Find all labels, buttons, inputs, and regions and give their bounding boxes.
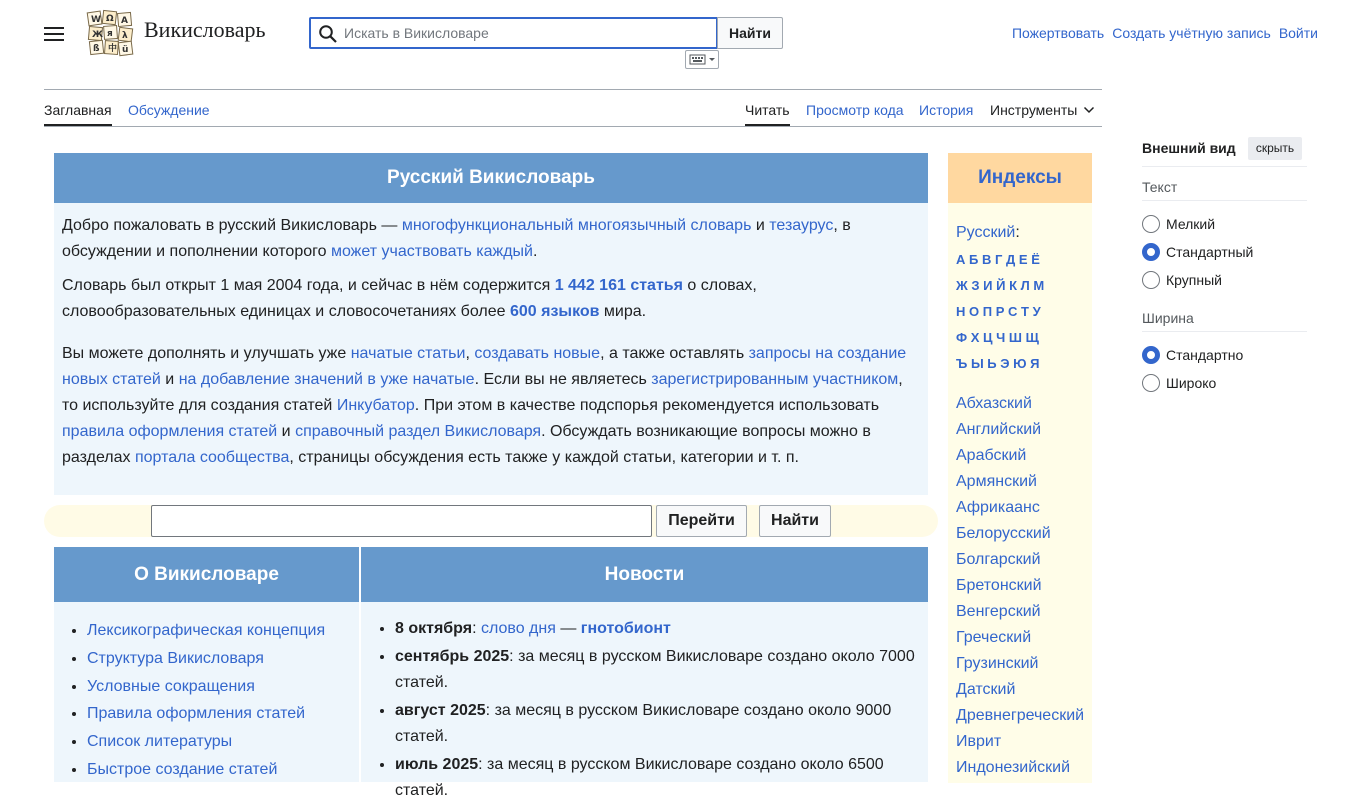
radio-label: Мелкий	[1166, 216, 1216, 232]
language-link[interactable]: Древнегреческий	[956, 707, 1085, 724]
search-button[interactable]: Найти	[717, 17, 783, 49]
language-item	[956, 677, 1084, 703]
news-item	[395, 616, 918, 642]
divider	[1142, 200, 1307, 201]
welcome-paragraph-1	[62, 213, 920, 265]
letter-link[interactable]: Ю	[1013, 356, 1027, 371]
word-link[interactable]: гнотобионт	[580, 620, 671, 637]
letter-link[interactable]: А	[956, 252, 966, 267]
style-rules-link[interactable]: правила оформления статей	[62, 423, 278, 440]
thesaurus-link[interactable]: тезаурус	[769, 217, 834, 234]
text: и	[160, 371, 179, 388]
tab-view-source[interactable]: Просмотр кода	[806, 102, 904, 118]
language-link[interactable]: Греческий	[956, 629, 1032, 646]
radio-label: Широко	[1166, 375, 1217, 391]
find-button[interactable]: Найти	[759, 505, 831, 537]
letter-link[interactable]: Я	[1030, 356, 1040, 371]
incubator-link[interactable]: Инкубатор	[336, 397, 415, 414]
language-item	[956, 391, 1084, 417]
requests-link[interactable]: запросы на создание новых статей	[62, 345, 907, 388]
letter-link[interactable]: Ь	[987, 356, 997, 371]
tabs-divider	[44, 126, 1102, 127]
tab-discussion[interactable]: Обсуждение	[128, 102, 210, 118]
svg-text:А: А	[121, 16, 128, 26]
tools-label: Инструменты	[990, 102, 1078, 118]
letter-link[interactable]: Ж	[956, 278, 968, 293]
list-item	[87, 700, 359, 728]
welcome-paragraph-3	[62, 341, 920, 471]
language-item	[956, 469, 1084, 495]
go-search-field[interactable]	[151, 505, 652, 537]
go-button[interactable]: Перейти	[656, 505, 747, 537]
svg-text:я: я	[107, 29, 113, 39]
radio-label: Крупный	[1166, 272, 1222, 288]
text: , а также оставлять	[600, 345, 749, 362]
news-text: : за месяц в русском Викисловаре создано около 7000 статей.	[395, 648, 915, 691]
letter-link[interactable]: Л	[1020, 278, 1030, 293]
letter-link[interactable]: Е	[1018, 252, 1028, 267]
create-new-link[interactable]: создавать новые	[474, 345, 601, 362]
language-link[interactable]: Бретонский	[956, 577, 1042, 594]
text-size-small-radio[interactable]	[1142, 214, 1215, 234]
letter-link[interactable]: Д	[1006, 252, 1016, 267]
letter-link[interactable]: Г	[995, 252, 1003, 267]
radio-off-icon	[1142, 215, 1160, 233]
appearance-title: Внешний вид	[1142, 140, 1236, 156]
letter-link[interactable]: Х	[970, 330, 980, 345]
help-section-link[interactable]: справочный раздел Викисловаря	[295, 423, 542, 440]
text-size-label: Текст	[1142, 179, 1178, 195]
letter-link[interactable]: У	[1032, 304, 1041, 319]
main-menu-button[interactable]	[40, 20, 68, 48]
letter-link[interactable]: Н	[956, 304, 966, 319]
add-meanings-link[interactable]: на добавление значений в уже начатые	[178, 371, 475, 388]
text: . Обсуждать возникающие вопросы можно в разделах	[62, 423, 871, 466]
letter-link[interactable]: Ы	[970, 356, 984, 371]
svg-text:Ж: Ж	[92, 30, 104, 40]
dictionary-link[interactable]: многофункциональный многоязычный словарь	[401, 217, 752, 234]
language-link[interactable]: Английский	[956, 421, 1042, 438]
svg-text:中: 中	[108, 44, 118, 54]
keyboard-icon	[686, 51, 718, 68]
letter-link[interactable]: В	[981, 252, 992, 267]
about-title: О Викисловаре	[54, 547, 359, 602]
news-item	[395, 752, 918, 804]
letter-row	[956, 273, 1084, 299]
letter-link[interactable]: Б	[969, 252, 979, 267]
radio-on-icon	[1142, 243, 1160, 261]
everyone-can-participate-link[interactable]: может участвовать каждый	[330, 243, 533, 260]
text: :	[1015, 224, 1020, 241]
text: и	[751, 217, 770, 234]
language-link[interactable]: Африкаанс	[956, 499, 1040, 516]
word-of-day-link[interactable]: слово дня	[480, 620, 556, 637]
tab-read[interactable]: Читать	[745, 102, 790, 126]
search-icon	[318, 24, 338, 44]
text: о словах, словообразовательных единицах и словосочетаниях более	[62, 277, 757, 320]
svg-text:Ω: Ω	[106, 14, 114, 24]
language-item	[956, 599, 1084, 625]
text-size-standard-radio[interactable]	[1142, 242, 1253, 262]
hamburger-line	[44, 39, 64, 41]
language-item	[956, 417, 1084, 443]
news-item	[395, 644, 918, 696]
language-item	[956, 495, 1084, 521]
text: .	[532, 243, 538, 260]
index-panel	[948, 203, 1092, 783]
letter-link[interactable]: Ф	[956, 330, 968, 345]
news-date: август 2025	[395, 702, 486, 719]
quick-create-link[interactable]: Быстрое создание статей	[87, 760, 278, 778]
letter-link[interactable]: Щ	[1025, 330, 1039, 345]
login-link[interactable]: Войти	[1278, 25, 1318, 41]
registered-user-link[interactable]: зарегистрированным участником	[651, 371, 899, 388]
hamburger-icon	[44, 27, 64, 29]
language-link[interactable]: Индонезийский	[956, 759, 1071, 776]
letter-row	[956, 325, 1084, 351]
letter-link[interactable]: Ч	[996, 330, 1006, 345]
svg-text:ß: ß	[93, 44, 100, 54]
language-list	[956, 391, 1084, 781]
abbreviations-link[interactable]: Условные сокращения	[87, 677, 255, 695]
language-link[interactable]: Абхазский	[956, 395, 1032, 412]
tab-history[interactable]: История	[919, 102, 974, 118]
letter-link[interactable]: Ц	[983, 330, 993, 345]
text: —	[555, 620, 581, 637]
news-title: Новости	[361, 547, 928, 602]
radio-off-icon	[1142, 374, 1160, 392]
text-size-large-radio[interactable]	[1142, 270, 1222, 290]
news-item	[395, 698, 918, 750]
text: , страницы обсуждения есть также у каждой статьи, категории и т. п.	[289, 449, 799, 466]
letter-link[interactable]: Т	[1021, 304, 1029, 319]
letter-row	[956, 299, 1084, 325]
radio-label: Стандартно	[1166, 347, 1244, 363]
structure-link[interactable]: Структура Викисловаря	[87, 649, 264, 667]
language-item	[956, 521, 1084, 547]
style-rules-link[interactable]: Правила оформления статей	[87, 705, 306, 723]
search-input[interactable]	[344, 19, 704, 47]
language-link[interactable]: Белорусский	[956, 525, 1051, 542]
concept-link[interactable]: Лексикографическая концепция	[87, 622, 326, 639]
about-list	[54, 602, 359, 782]
index-title[interactable]: Индексы	[948, 153, 1092, 203]
tab-tools[interactable]	[990, 102, 1095, 126]
letter-link[interactable]: Р	[995, 304, 1005, 319]
letter-row	[956, 351, 1084, 377]
letter-link[interactable]: Ё	[1031, 252, 1040, 267]
language-item	[956, 729, 1084, 755]
radio-on-icon	[1142, 346, 1160, 364]
welcome-paragraph-2	[62, 273, 920, 325]
language-item	[956, 573, 1084, 599]
news-text: : за месяц в русском Викисловаре создано около 9000 статей.	[395, 702, 892, 745]
language-link[interactable]: Армянский	[956, 473, 1037, 490]
letter-link[interactable]: И	[983, 278, 993, 293]
text: Вы можете дополнять и улучшать уже	[62, 345, 351, 362]
letter-link[interactable]: О	[969, 304, 980, 319]
article-count-link[interactable]: 1 442 161 статья	[554, 277, 683, 294]
news-date: сентябрь 2025	[395, 648, 510, 665]
news-date: июль 2025	[395, 756, 479, 773]
letter-link[interactable]: П	[982, 304, 993, 319]
letter-link[interactable]: З	[971, 278, 980, 293]
letter-link[interactable]: С	[1008, 304, 1018, 319]
bibliography-link[interactable]: Список литературы	[87, 733, 233, 751]
started-articles-link[interactable]: начатые статьи	[350, 345, 466, 362]
language-link[interactable]: Болгарский	[956, 551, 1041, 568]
news-list	[361, 602, 928, 799]
language-item	[956, 651, 1084, 677]
russian-index	[956, 221, 1084, 245]
keyboard-layout-button[interactable]	[685, 50, 719, 69]
letter-link[interactable]: Э	[1000, 356, 1010, 371]
search-box[interactable]	[309, 17, 718, 49]
hamburger-line	[44, 33, 64, 35]
language-item	[956, 547, 1084, 573]
language-item	[956, 755, 1084, 781]
donate-link[interactable]: Пожертвовать	[1011, 25, 1105, 41]
text: Добро пожаловать в русский Викисловарь —	[62, 217, 402, 234]
language-link[interactable]: Арабский	[956, 447, 1027, 464]
svg-text:ü: ü	[122, 45, 129, 55]
logo-tiles-icon	[86, 10, 134, 56]
community-portal-link[interactable]: портала сообщества	[134, 449, 290, 466]
news-items	[395, 616, 918, 804]
russian-index-link[interactable]: Русский	[956, 224, 1016, 241]
list-item	[87, 673, 359, 701]
header-divider	[44, 89, 1102, 90]
language-link[interactable]: Иврит	[956, 733, 1002, 750]
letter-link[interactable]: М	[1033, 278, 1045, 293]
language-item	[956, 703, 1084, 729]
language-link[interactable]: Грузинский	[956, 655, 1039, 672]
personal-tools	[1012, 25, 1318, 41]
language-item	[956, 443, 1084, 469]
letter-row	[956, 247, 1084, 273]
welcome-title: Русский Викисловарь	[54, 153, 928, 203]
site-wordmark[interactable]: Викисловарь	[144, 17, 266, 42]
list-item	[87, 728, 359, 756]
text: , в обсуждении и пополнении которого	[62, 217, 851, 260]
svg-text:λ: λ	[122, 31, 128, 41]
width-standard-radio[interactable]	[1142, 345, 1243, 365]
letter-link[interactable]: Ъ	[956, 356, 968, 371]
list-item	[87, 756, 359, 784]
text: , то используйте для создания статей	[62, 371, 903, 414]
tab-main-page[interactable]: Заглавная	[44, 102, 112, 126]
welcome-text	[54, 203, 928, 495]
text: :	[472, 620, 481, 637]
divider	[1142, 166, 1307, 167]
text: . Если вы не являетесь	[474, 371, 652, 388]
divider	[1142, 331, 1307, 332]
radio-off-icon	[1142, 271, 1160, 289]
letter-link[interactable]: Й	[996, 278, 1006, 293]
svg-text:W: W	[91, 15, 101, 25]
news-date: 8 октября	[395, 620, 473, 637]
letter-grid	[956, 247, 1084, 377]
about-links	[87, 617, 359, 784]
text: мира.	[599, 303, 647, 320]
width-wide-radio[interactable]	[1142, 373, 1216, 393]
width-label: Ширина	[1142, 310, 1194, 326]
languages-count-link[interactable]: 600 языков	[509, 303, 600, 320]
list-item	[87, 617, 359, 645]
create-account-link[interactable]: Создать учётную запись	[1112, 25, 1271, 41]
text: ,	[465, 345, 475, 362]
wiktionary-logo[interactable]	[86, 10, 134, 56]
news-text: : за месяц в русском Викисловаре создано около 6500 статей.	[395, 756, 884, 799]
language-link[interactable]: Датский	[956, 681, 1016, 698]
chevron-down-icon	[1083, 102, 1095, 118]
list-item	[87, 645, 359, 673]
go-search-input[interactable]	[152, 506, 651, 536]
language-link[interactable]: Венгерский	[956, 603, 1041, 620]
letter-link[interactable]: К	[1009, 278, 1018, 293]
text: . При этом в качестве подспорья рекомендуется использовать	[414, 397, 880, 414]
radio-label: Стандартный	[1166, 244, 1254, 260]
text: Словарь был открыт 1 мая 2004 года, и сейчас в нём содержится	[62, 277, 555, 294]
appearance-hide-button[interactable]: скрыть	[1248, 137, 1302, 160]
letter-link[interactable]: Ш	[1008, 330, 1022, 345]
language-item	[956, 625, 1084, 651]
text: и	[277, 423, 296, 440]
